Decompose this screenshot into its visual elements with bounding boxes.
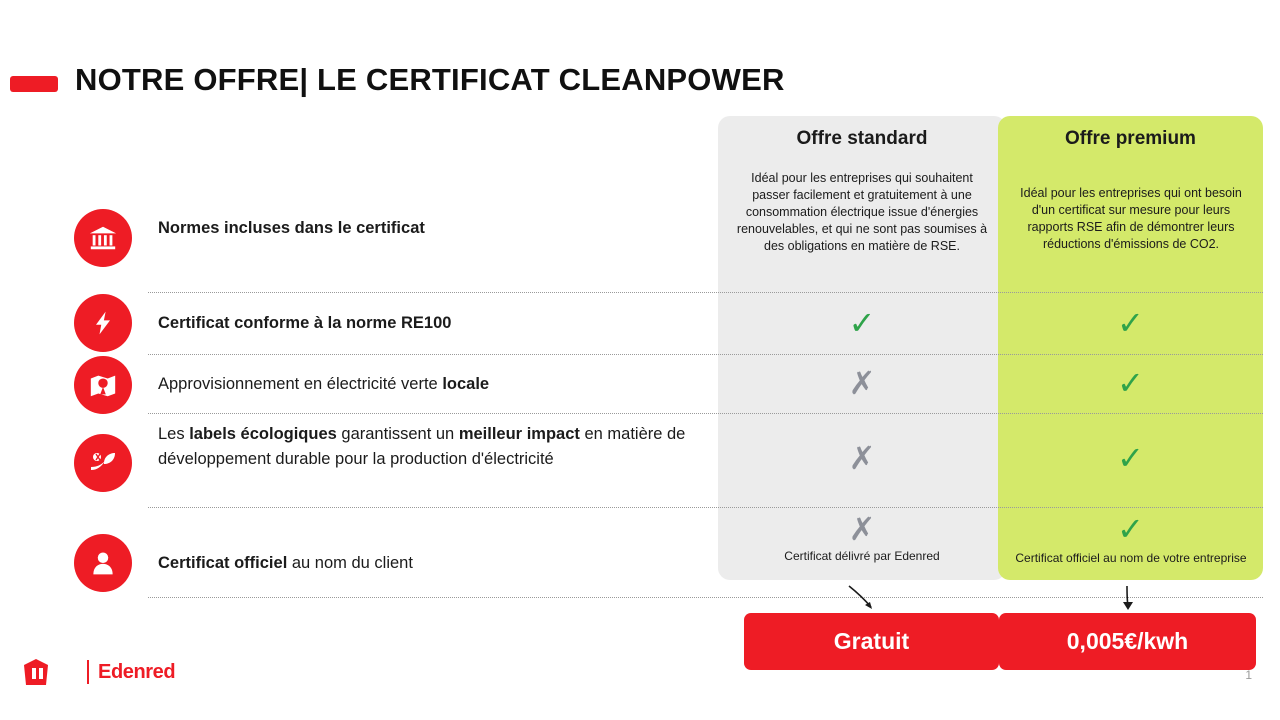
row-separator — [148, 292, 1263, 293]
edenred-mark-icon — [22, 657, 78, 687]
row-label-5: Certificat officiel au nom du client — [158, 554, 413, 572]
row-label-4: Les labels écologiques garantissent un meilleur impact en matière de développement durable pour la production d'électricité — [158, 425, 686, 468]
column-header-standard: Offre standard — [796, 128, 928, 149]
title-accent-bar — [10, 76, 58, 92]
person-icon — [74, 534, 132, 592]
premium-mark-5: ✓ — [1117, 510, 1144, 548]
bank-icon — [74, 209, 132, 267]
row-separator — [148, 354, 1263, 355]
standard-note-5: Certificat délivré par Edenred — [784, 549, 940, 563]
column-description-premium: Idéal pour les entreprises qui ont besoin d'un certificat sur mesure pour leurs rapports RSE afin de démontrer leurs réductions d'émissions de CO2. — [1020, 186, 1242, 251]
row-label-1: Normes incluses dans le certificat — [158, 219, 425, 237]
row-label-2: Certificat conforme à la norme RE100 — [158, 314, 452, 332]
standard-mark-3: ✗ — [848, 364, 876, 402]
premium-mark-2: ✓ — [1117, 304, 1144, 342]
row-separator — [148, 597, 1263, 598]
bolt-icon — [74, 294, 132, 352]
standard-mark-5: ✗ — [848, 510, 876, 548]
column-header-premium: Offre premium — [1065, 128, 1196, 149]
premium-mark-3: ✓ — [1117, 364, 1144, 402]
brand-name: Edenred — [98, 660, 176, 683]
page-title: NOTRE OFFRE| LE CERTIFICAT CLEANPOWER — [75, 62, 785, 97]
premium-mark-4: ✓ — [1117, 439, 1144, 477]
standard-mark-2: ✓ — [848, 304, 876, 342]
map-location-icon — [74, 356, 132, 414]
premium-note-5: Certificat officiel au nom de votre entreprise — [1015, 551, 1247, 565]
price-button-premium[interactable]: 0,005€/kwh — [999, 613, 1256, 670]
row-separator — [148, 507, 1263, 508]
brand-logo — [22, 657, 175, 687]
column-description-standard: Idéal pour les entreprises qui souhaitent passer facilement et gratuitement à une consommation électrique issue d'énergies renouvelables, et qui ne sont pas soumises à des obligations en matière de RSE. — [736, 171, 988, 253]
standard-mark-4: ✗ — [848, 439, 876, 477]
eco-leaf-icon — [74, 434, 132, 492]
row-label-3: Approvisionnement en électricité verte locale — [158, 375, 490, 393]
page-number: 1 — [1245, 668, 1252, 682]
row-separator — [148, 413, 1263, 414]
price-button-standard[interactable]: Gratuit — [744, 613, 999, 670]
logo-divider — [87, 660, 89, 684]
